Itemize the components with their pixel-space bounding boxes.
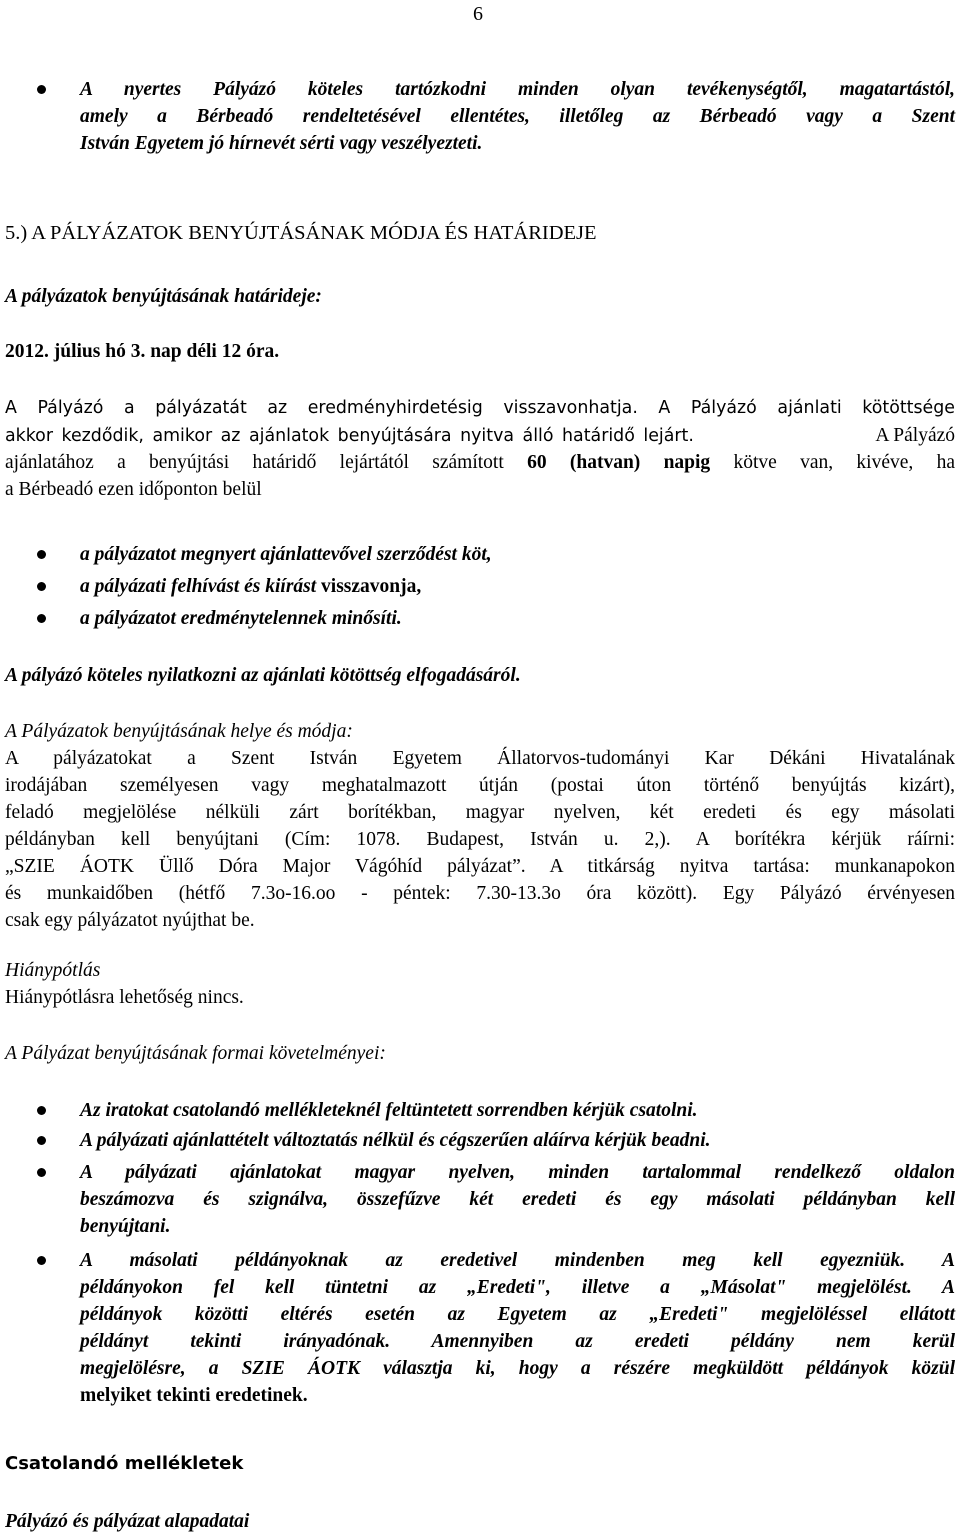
bullet-icon	[37, 85, 46, 94]
text-line: és munkaidőben (hétfő 7.3o-16.oo - péntek: 7.30-13.3o óra között). Egy Pályázó érvényesen	[5, 883, 955, 904]
text-line: amely a Bérbeadó rendeltetésével ellentétes, illetőleg az Bérbeadó vagy a Szent	[80, 106, 955, 127]
formal-item-2: A pályázati ajánlattételt változtatás nélkül és cégszerűen aláírva kérjük beadni.	[80, 1130, 711, 1151]
place-label: A Pályázatok benyújtásának helye és módja:	[5, 721, 353, 742]
text-line: példányt tekinti irányadónak. Amennyiben az eredeti példány nem kerül	[80, 1331, 955, 1352]
deadline-value: 2012. július hó 3. nap déli 12 óra.	[5, 341, 280, 362]
text-line: megjelölésre, a SZIE ÁOTK választja ki, hogy a részére megküldött példányok közül	[80, 1358, 955, 1379]
bullet-icon	[37, 614, 46, 623]
bullet-icon	[37, 582, 46, 591]
exception-item-1: a pályázatot megnyert ajánlattevővel szerződést köt,	[80, 544, 492, 565]
place-paragraph	[5, 745, 955, 934]
obligation-statement: A pályázó köteles nyilatkozni az ajánlati kötöttség elfogadásáról.	[5, 665, 521, 686]
text-line: példányok közötti eltérés esetén az Egyetem az „Eredeti" megjelöléssel ellátott	[80, 1304, 955, 1325]
applicant-heading: Pályázó és pályázat alapadatai	[5, 1511, 250, 1532]
formal-item-4	[80, 1247, 955, 1409]
text-line: István Egyetem jó hírnevét sérti vagy veszélyezteti.	[80, 133, 483, 154]
bullet-icon	[37, 1168, 46, 1177]
exception-item-2	[80, 573, 955, 600]
deadline-label: A pályázatok benyújtásának határideje:	[5, 286, 322, 307]
hianypotlas-heading: Hiánypótlás	[5, 960, 101, 981]
withdraw-line-3	[5, 449, 955, 476]
text-line: benyújtani.	[80, 1216, 171, 1237]
bullet-icon	[37, 1256, 46, 1265]
section-heading: 5.) A PÁLYÁZATOK BENYÚJTÁSÁNAK MÓDJA ÉS HATÁRIDEJE	[5, 222, 597, 244]
text-line: akkor kezdődik, amikor az ajánlatok benyújtására nyitva álló határidő lejárt.	[5, 426, 694, 446]
bold-fragment: 60 (hatvan) napig	[527, 452, 711, 473]
text-line: melyiket tekinti eredetinek.	[80, 1385, 308, 1406]
page-number: 6	[473, 3, 483, 25]
text-line: A pályázatokat a Szent István Egyetem Állatorvos-tudományi Kar Dékáni Hivatalának	[5, 748, 955, 769]
text-line: A másolati példányoknak az eredetivel mindenben meg kell egyezniük. A	[80, 1250, 955, 1271]
text-fragment: a pályázati felhívást és kiírást	[80, 576, 322, 597]
text-line: feladó megjelölése nélküli zárt borítékban, magyar nyelven, két eredeti és egy másolati	[5, 802, 955, 823]
hianypotlas-text: Hiánypótlásra lehetőség nincs.	[5, 987, 244, 1008]
formal-item-3	[80, 1159, 955, 1240]
text-fragment: ajánlatához a benyújtási határidő lejártától számított	[5, 452, 528, 473]
obligation-bullet-text	[80, 76, 955, 157]
text-line: A Pályázó a pályázatát az eredményhirdetésig visszavonhatja. A Pályázó ajánlati kötöttsége	[5, 398, 955, 418]
attachments-heading: Csatolandó mellékletek	[5, 1453, 244, 1474]
text-line: A pályázati ajánlatokat magyar nyelven, minden tartalommal rendelkező oldalon	[80, 1162, 955, 1183]
text-line-tail: A Pályázó	[875, 425, 955, 446]
text-line: példányokon fel kell tüntetni az „Eredeti", illetve a „Másolat" megjelölést. A	[80, 1277, 955, 1298]
formal-item-1: Az iratokat csatolandó mellékleteknél feltüntetett sorrendben kérjük csatolni.	[80, 1100, 698, 1121]
bullet-icon	[37, 1136, 46, 1145]
text-line: csak egy pályázatot nyújthat be.	[5, 910, 255, 931]
text-line: „SZIE ÁOTK Üllő Dóra Major Vágóhíd pályázat”. A titkárság nyitva tartása: munkanapokon	[5, 856, 955, 877]
text-line: irodájában személyesen vagy meghatalmazott útján (postai úton történő benyújtás kizárt),	[5, 775, 955, 796]
bullet-icon	[37, 1106, 46, 1115]
withdraw-line-1	[5, 395, 955, 422]
bullet-icon	[37, 550, 46, 559]
exception-item-3: a pályázatot eredménytelennek minősíti.	[80, 608, 402, 629]
bold-fragment: visszavonja,	[321, 576, 422, 597]
withdraw-line-4: a Bérbeadó ezen időponton belül	[5, 479, 262, 500]
text-fragment: kötve van, kivéve, ha	[710, 452, 955, 473]
text-line: példányban kell benyújtani (Cím: 1078. Budapest, István u. 2,). A borítékra kérjük ráírni:	[5, 829, 955, 850]
text-line: beszámozva és szignálva, összefűzve két eredeti és egy másolati példányban kell	[80, 1189, 955, 1210]
withdraw-line-2	[5, 422, 955, 450]
formal-label: A Pályázat benyújtásának formai követelményei:	[5, 1043, 386, 1064]
text-line: A nyertes Pályázó köteles tartózkodni minden olyan tevékenységtől, magatartástól,	[80, 79, 955, 100]
